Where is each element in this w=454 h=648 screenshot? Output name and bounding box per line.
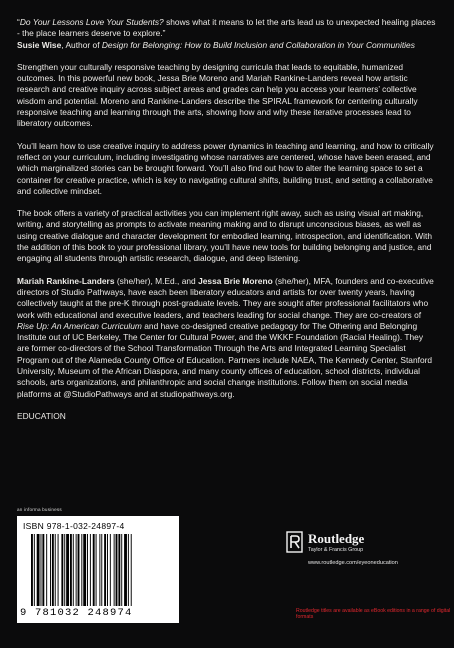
- author-name-2: Jessa Brie Moreno: [198, 275, 273, 286]
- routledge-logo-icon: [286, 531, 303, 553]
- barcode-number: 9 781032 248974: [20, 607, 133, 619]
- endorsement-quote: “Do Your Lessons Love Your Students? shows what it means to let the arts lead us to unexpected healing places - the place learners deserve to explore.” Susie Wise, Author of Design for Belonging: How to Build Inclusion and Collaboration in Your Communities: [17, 17, 436, 50]
- publisher-logo: [286, 531, 446, 581]
- cover-text: [17, 17, 437, 433]
- publisher-name: Routledge: [308, 531, 365, 546]
- quote-author: Susie Wise: [17, 39, 62, 50]
- ebook-availability-note: Routledge titles are available as eBook editions in a range of digital formats: [296, 608, 451, 620]
- author-bio: Mariah Rankine-Landers (she/her), M.Ed., and Jessa Brie Moreno (she/her), MFA, founders and co-executive directors of Studio Pathways, have each been liberatory educators and artists for over twenty years, having collectively taught at the pre-K through post-graduate levels. They are sought after professional facilitators who work with educational and executive leaders, and teachers leading for social change. They are co-creators of Rise Up: An American Curriculum and have co-designed creative pedagogy for The Othering and Belonging Institute out of UC Berkeley, The Center for Cultural Power, and the WKKF Foundation (Racial Healing). They are former co-directors of the School Transformation Through the Arts and Integrated Learning Specialist Program out of the Alameda County Office of Education. Partners include NAEA, The Kennedy Center, Stanford University, Museum of the African Diaspora, and many county offices of education, school districts, individual schools, arts organizations, and philanthropic and social change institutions. Follow them on social media platforms at @StudioPathways and at studiopathways.org.: [17, 275, 434, 399]
- description-paragraph-1: Strengthen your culturally responsive teaching by designing curricula that leads to equitable, humanized outcomes. In this powerful new book, Jessa Brie Moreno and Mariah Rankine-Landers reveal how artistic research and creative inquiry across subject areas and grades can help you access your learners’ collective wisdom and potential. Moreno and Rankine-Landers describe the SPIRAL framework for centering culturally responsive teaching and learning through the arts, showing how and why these iterative processes lead to liberatory outcomes.: [17, 61, 418, 129]
- description-paragraph-3: The book offers a variety of practical activities you can implement right away, such as using visual art making, writing, and storytelling as prompts to activate meaning making and to disrupt unconscious biases, as well as using creative dialogue and character development for embodied learning, introspection, and identification. With the addition of this book to your professional library, you’ll have new tools for building belonging and justice, and engaging all students through artistic research, dialogue, and deep listening.: [17, 208, 432, 264]
- curriculum-title: Rise Up: An American Curriculum: [17, 320, 142, 331]
- isbn-barcode: [17, 516, 179, 623]
- publisher-url: www.routledge.com/eyeoneducation: [308, 560, 398, 566]
- isbn-text: ISBN 978-1-032-24897-4: [23, 521, 125, 531]
- description-paragraph-2: You’ll learn how to use creative inquiry to address power dynamics in teaching and learning, and how to critically reflect on your curriculum, including investigating whose narratives are centered, whose have been erased, and which marginalized stories can be brought forward. You’ll also find out how to alter the learning space to set a container for creative practice, which is key to navigating cultural shifts, building trust, and setting a collaborative and collective mindset.: [17, 140, 434, 196]
- publisher-group: Taylor & Francis Group: [308, 547, 364, 553]
- quote-author-book: Design for Belonging: How to Build Inclusion and Collaboration in Your Communities: [101, 39, 415, 50]
- informa-business-label: an informa business: [17, 507, 62, 512]
- subject-category: EDUCATION: [17, 410, 66, 421]
- quoted-book-title: Do Your Lessons Love Your Students?: [19, 17, 164, 27]
- cover-footer: [0, 476, 454, 648]
- barcode-bars: [31, 534, 169, 606]
- author-name-1: Mariah Rankine-Landers: [17, 275, 115, 286]
